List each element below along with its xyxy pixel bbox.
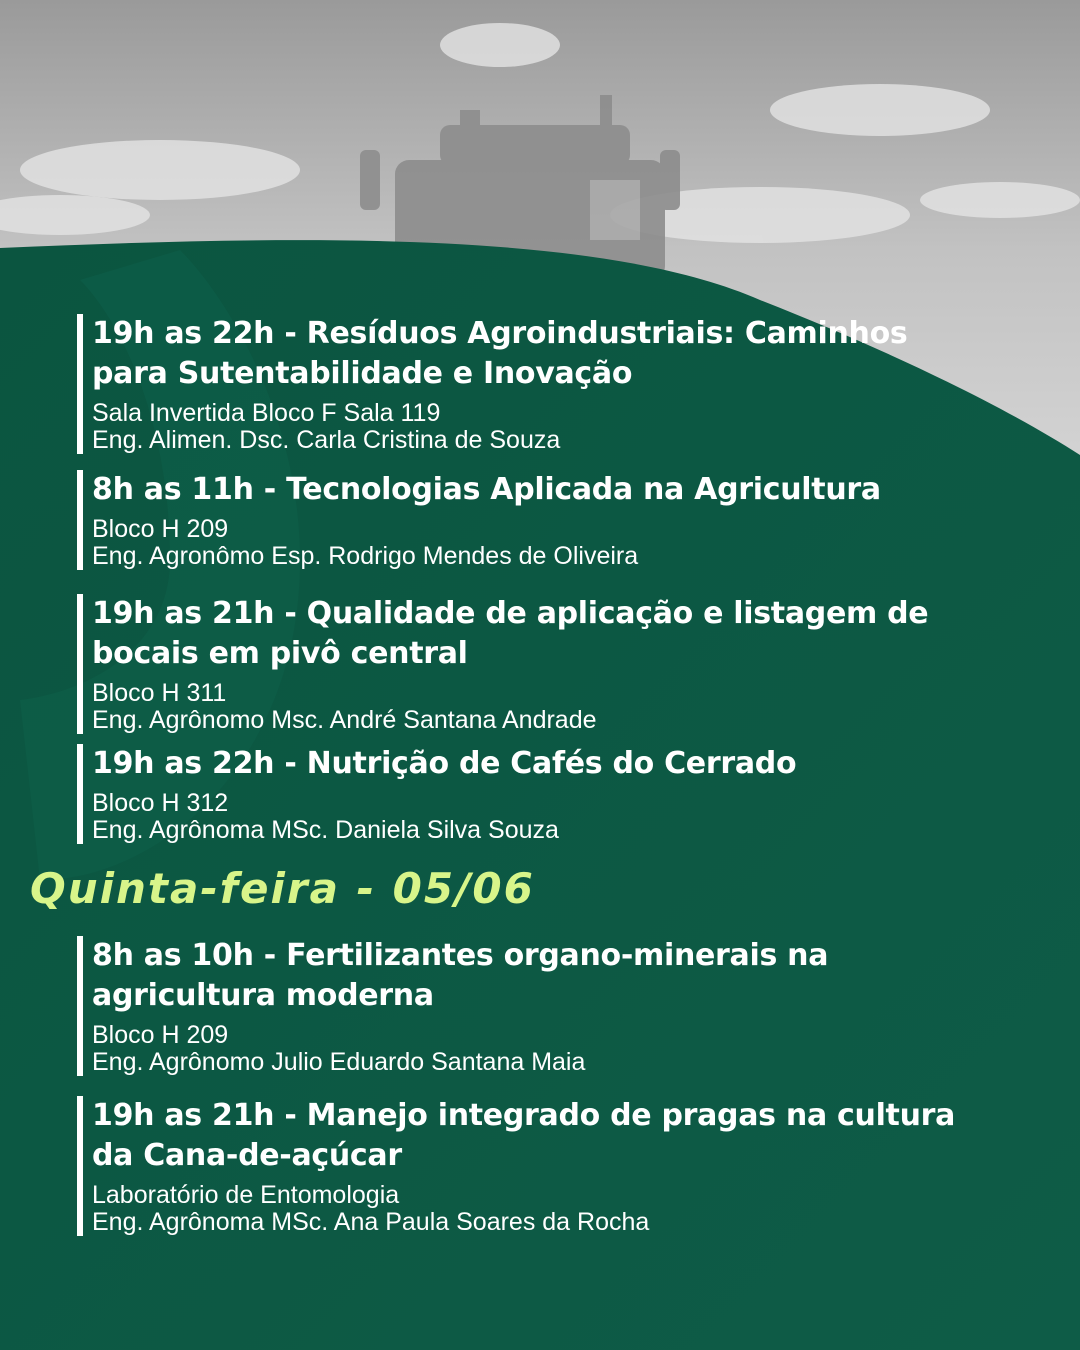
event-location: Bloco H 209 [92, 515, 229, 543]
event-speaker: Eng. Agrônoma MSc. Daniela Silva Souza [92, 816, 559, 844]
event-speaker: Eng. Agrônoma MSc. Ana Paula Soares da Rocha [92, 1208, 650, 1236]
event-separator: - [263, 938, 276, 973]
event-speaker: Eng. Alimen. Dsc. Carla Cristina de Souza [92, 426, 561, 454]
event-heading [92, 936, 977, 1016]
event-speaker: Eng. Agronômo Esp. Rodrigo Mendes de Oliveira [92, 542, 639, 570]
event-heading [92, 594, 977, 674]
event-separator: - [284, 1098, 297, 1133]
event-heading [92, 1096, 977, 1176]
event-speaker: Eng. Agrônomo Julio Eduardo Santana Maia [92, 1048, 586, 1076]
event-time: 8h as 11h [92, 472, 254, 507]
event-location: Bloco H 312 [92, 789, 229, 817]
event-time: 19h as 22h [92, 746, 275, 781]
event-time: 19h as 21h [92, 596, 275, 631]
day-heading: Quinta-feira - 05/06 [30, 864, 535, 913]
event-separator: - [284, 746, 297, 781]
event-block [77, 936, 977, 1076]
event-separator: - [284, 596, 297, 631]
event-speaker: Eng. Agrônomo Msc. André Santana Andrade [92, 706, 597, 734]
event-time: 19h as 22h [92, 316, 275, 351]
event-block [77, 594, 977, 734]
event-title: Fertilizantes organo-minerais na agricultura moderna [92, 938, 829, 1013]
event-title: Nutrição de Cafés do Cerrado [306, 746, 797, 781]
event-title: Resíduos Agroindustriais: Caminhos para Sutentabilidade e Inovação [92, 316, 908, 391]
event-separator: - [284, 316, 297, 351]
event-heading [92, 744, 977, 784]
event-title: Manejo integrado de pragas na cultura da Cana-de-açúcar [92, 1098, 956, 1173]
event-title: Qualidade de aplicação e listagem de bocais em pivô central [92, 596, 929, 671]
event-block [77, 314, 977, 454]
event-heading [92, 314, 977, 394]
event-block [77, 470, 977, 570]
event-time: 19h as 21h [92, 1098, 275, 1133]
event-block [77, 1096, 977, 1236]
event-time: 8h as 10h [92, 938, 254, 973]
event-location: Laboratório de Entomologia [92, 1181, 400, 1209]
event-title: Tecnologias Aplicada na Agricultura [286, 472, 881, 507]
event-location: Sala Invertida Bloco F Sala 119 [92, 399, 441, 427]
event-location: Bloco H 311 [92, 679, 227, 707]
event-separator: - [263, 472, 276, 507]
event-block [77, 744, 977, 844]
event-location: Bloco H 209 [92, 1021, 229, 1049]
event-heading [92, 470, 977, 510]
